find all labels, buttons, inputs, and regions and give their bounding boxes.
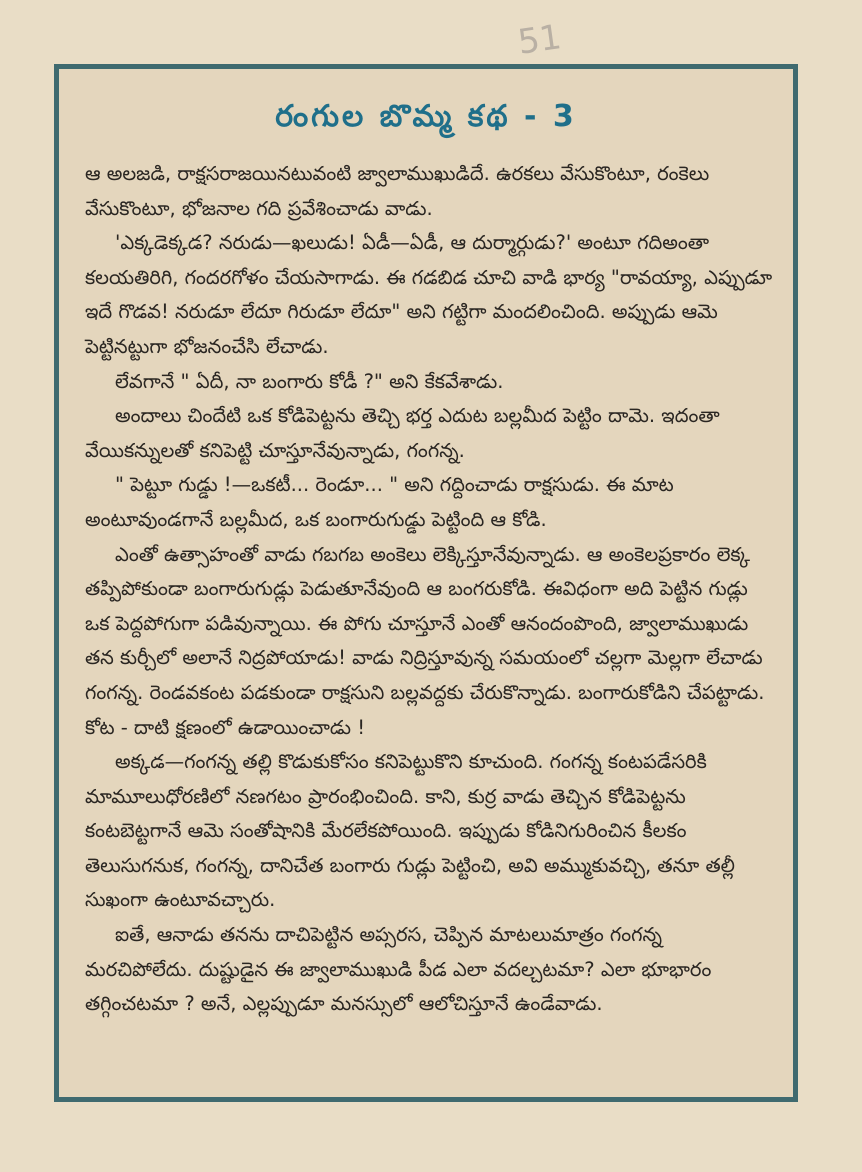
article-title: రంగుల బొమ్మ కథ - 3 bbox=[275, 99, 577, 134]
article-frame bbox=[54, 64, 798, 1102]
paragraph: ఐతే, ఆనాడు తనను దాచిపెట్టిన అప్సరస, చెప్పిన మాటలుమాత్రం గంగన్న మరచిపోలేదు. దుష్టుడైన ఈ జ్వాలాముఖుడి పీడ ఎలా వదల్చటమా? ఎలా భూభారం తగ్గించటమా ? అనే, ఎల్లప్పుడూ మనస్సులో ఆలోచిస్తూనే ఉండేవాడు. bbox=[85, 923, 712, 1016]
story-body bbox=[85, 157, 773, 1022]
paragraph: ఆ అలజడి, రాక్షసరాజయినటువంటి జ్వాలాముఖుడిదే. ఉరకలు వేసుకొంటూ, రంకెలు వేసుకొంటూ, భోజనాల గది ప్రవేశించాడు వాడు. bbox=[85, 162, 710, 220]
page-number: 51 bbox=[515, 17, 564, 63]
paragraph: అందాలు చిందేటి ఒక కోడిపెట్టను తెచ్చి భర్త ఎదుట బల్లమీద పెట్టిం దామె. ఇదంతా వేయికన్నులతో కనిపెట్టి చూస్తూనేవున్నాడు, గంగన్న. bbox=[85, 404, 720, 462]
paragraph: ఎంతో ఉత్సాహంతో వాడు గబగబ అంకెలు లెక్కిస్తూనేవున్నాడు. ఆ అంకెలప్రకారం లెక్క తప్పిపోకుండా బంగారుగుడ్లు పెడుతూనేవుంది ఆ బంగరుకోడి. ఈవిధంగా అది పెట్టిన గుడ్లు ఒక పెద్దపోగుగా పడివున్నాయి. ఈ పోగు చూస్తూనే ఎంతో ఆనందంపొంది, జ్వాలాముఖుడు తన కుర్చీలో అలానే నిద్రపోయాడు! వాడు నిద్రిస్తూవున్న సమయంలో చల్లగా మెల్లగా లేచాడు గంగన్న. రెండవకంట పడకుండా రాక్షసుని బల్లవద్దకు చేరుకొన్నాడు. బంగారుకోడిని చేపట్టాడు. కోట - దాటి క్షణంలో ఉడాయించాడు ! bbox=[85, 542, 765, 739]
paragraph: 'ఎక్కడెక్కడ? నరుడు—ఖలుడు! ఏడీ—ఏడీ, ఆ దుర్మార్గుడు?' అంటూ గదిఅంతా కలయతిరిగి, గందరగోళం చేయసాగాడు. ఈ గడబిడ చూచి వాడి భార్య "రావయ్యా, ఎప్పుడూ ఇదే గొడవ! నరుడూ లేదూ గిరుడూ లేదూ" అని గట్టిగా మందలించింది. అప్పుడు ఆమె పెట్టినట్టుగా భోజనంచేసి లేచాడు. bbox=[85, 231, 773, 358]
paragraph: " పెట్టూ గుడ్డు !—ఒకటీ... రెండూ... " అని గద్దించాడు రాక్షసుడు. ఈ మాట అంటూవుండగానే బల్లమీద, ఒక బంగారుగుడ్డు పెట్టింది ఆ కోడి. bbox=[85, 473, 674, 531]
paragraph: అక్కడ—గంగన్న తల్లి కొడుకుకోసం కనిపెట్టుకొని కూచుంది. గంగన్న కంటపడేసరికి మామూలుధోరణిలో నణగటం ప్రారంభించింది. కాని, కుర్ర వాడు తెచ్చిన కోడిపెట్టను కంటబెట్టగానే ఆమె సంతోషానికి మేరలేకపోయింది. ఇప్పుడు కోడినిగురించిన కీలకం తెలుసుగనుక, గంగన్న, దానిచేత బంగారు గుడ్లు పెట్టించి, అవి అమ్ముకువచ్చి, తనూ తల్లీ సుఖంగా ఉంటూవచ్చారు. bbox=[85, 750, 735, 912]
paragraph: లేవగానే " ఏదీ, నా బంగారు కోడీ ?" అని కేకవేశాడు. bbox=[115, 369, 504, 393]
